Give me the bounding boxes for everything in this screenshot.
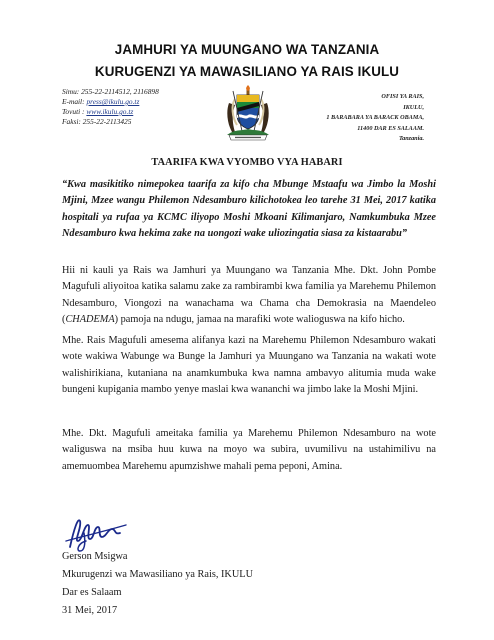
- paragraph-2: Mhe. Rais Magufuli amesema alifanya kazi na Marehemu Philemon Ndesamburo wakati wote wakiwa Wabunge wa Bunge la Jamhuri ya Muungano wa Tanzania na wakati wote walishirikiana, kutaniana na anamkumbuka kwa namna ambavyo alitumia muda wake bungeni kupigania mambo yenye maslai kwa wananchi wa jimbo lake la Moshi Mjini.: [62, 335, 436, 396]
- party-name: CHADEMA: [65, 314, 115, 326]
- header-republic-title: JAMHURI YA MUUNGANO WA TANZANIA: [114, 42, 380, 57]
- address-line-4: 11400 DAR ES SALAAM.: [357, 124, 424, 132]
- address-line-2: IKULU,: [403, 103, 424, 111]
- left-tusk-shape: [233, 99, 237, 125]
- signatory-name: Gerson Msigwa: [62, 551, 128, 562]
- contact-right-block: [284, 92, 424, 145]
- right-tusk-shape: [259, 99, 263, 125]
- address-line-3: 1 BARABARA YA BARACK OBAMA,: [326, 114, 424, 121]
- issue-date: 31 Mei, 2017: [62, 605, 118, 616]
- shield-gold-band: [237, 95, 259, 102]
- web-link[interactable]: www.ikulu.go.tz: [86, 107, 134, 116]
- handwritten-signature: [64, 511, 130, 553]
- paragraph-1: [62, 263, 436, 329]
- signatory-position: Mkurugenzi wa Mawasiliano ya Rais, IKULU: [62, 569, 254, 580]
- contact-left-block: [62, 87, 159, 127]
- document-title: TAARIFA KWA VYOMBO VYA HABARI: [151, 157, 343, 168]
- email-label: E-mail:: [62, 97, 87, 106]
- fax-line: Faksi: 255-22-2113425: [62, 117, 132, 126]
- phone-line: Simu: 255-22-2114512, 2116898: [62, 87, 159, 96]
- email-line: [62, 97, 159, 107]
- web-label: Tovuti :: [62, 107, 87, 116]
- issue-place: Dar es Salaam: [62, 587, 122, 598]
- signoff-block: [62, 548, 253, 620]
- header-directorate-title: KURUGENZI YA MAWASILIANO YA RAIS IKULU: [94, 64, 400, 79]
- address-line-1: OFISI YA RAIS,: [381, 93, 424, 100]
- paragraph-3: Mhe. Dkt. Magufuli ameitaka familia ya Marehemu Philemon Ndesamburo na wote waliguswa na msiba huu kuwa na moyo wa subira, uvumilivu na ustahimilivu na amemuombea Marehemu apumzishwe mahali pema peponi, Amina.: [62, 428, 436, 472]
- web-line: [62, 107, 159, 117]
- email-link[interactable]: press@ikulu.go.tz: [86, 97, 140, 106]
- coat-of-arms-icon: [223, 85, 273, 141]
- paragraph-1-text-a: Hii ni kauli ya Rais wa Jamhuri ya Muungano wa Tanzania Mhe. Dkt. John Pombe Magufuli aliyoitoa katika salamu zake za rambirambi kwa familia ya Marehemu Philemon Ndesamburo, Viongozi na wanachama wa Chama cha Demokrasia na Maendeleo (: [62, 265, 436, 326]
- address-line-5: Tanzania.: [398, 135, 424, 142]
- ribbon-lettering: [235, 137, 261, 138]
- paragraph-1-text-b: ) pamoja na ndugu, jamaa na marafiki wote walioguswa na kifo hicho.: [114, 314, 405, 326]
- president-quote: “Kwa masikitiko nimepokea taarifa za kifo cha Mbunge Mstaafu wa Jimbo la Moshi Mjini, Mzee wangu Philemon Ndesamburo kilichotokea leo tarehe 31 Mei, 2017 katika hospitali ya rufaa ya KCMC iliyopo Moshi Mkoani Kilimanjaro, Namkumbuka Mzee Ndesamburo kwa hekima zake na uongozi wake uliozingatia siasa za kistaarabu”: [62, 179, 436, 239]
